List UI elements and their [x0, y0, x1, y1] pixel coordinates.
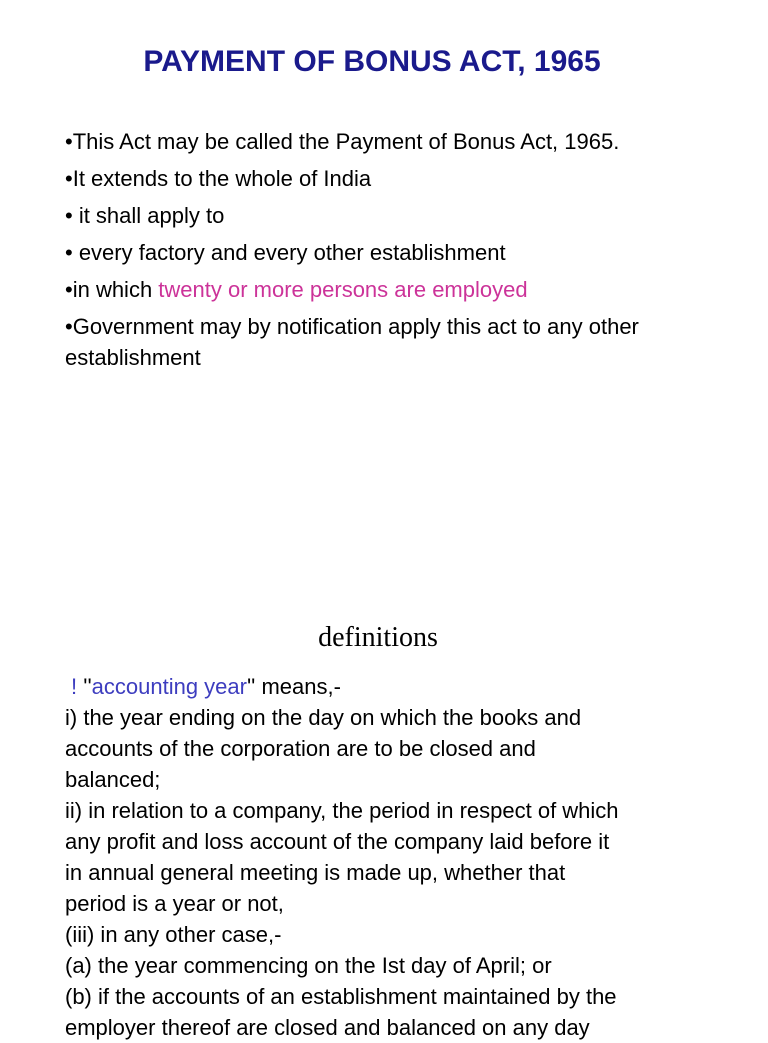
section-heading: definitions — [318, 622, 438, 653]
definition-line: ii) in relation to a company, the period in respect of which — [65, 798, 619, 823]
highlighted-text: twenty or more persons are employed — [158, 277, 528, 302]
definition-term-rest: '' means,- — [246, 674, 341, 699]
bullet-item: • it shall apply to — [65, 203, 225, 228]
definition-line: employer thereof are closed and balanced on any day — [65, 1015, 590, 1040]
bullet-item: • every factory and every other establishment — [65, 240, 506, 265]
definition-line: (a) the year commencing on the Ist day of April; or — [65, 953, 552, 978]
definition-line: i) the year ending on the day on which the books and — [65, 705, 582, 730]
bullet-item — [65, 274, 725, 305]
bullet-item: •This Act may be called the Payment of Bonus Act, 1965. — [65, 129, 620, 154]
definition-line: balanced; — [65, 767, 161, 792]
open-quote: '' — [77, 674, 92, 699]
bullet-item: •It extends to the whole of India — [65, 166, 372, 191]
bullet-item: •Government may by notification apply this act to any other establishment — [65, 314, 639, 370]
definition-line: (iii) in any other case,- — [65, 922, 282, 947]
definition-block — [65, 671, 745, 1043]
definition-line: accounts of the corporation are to be closed and — [65, 736, 536, 761]
definition-line: in annual general meeting is made up, whether that — [65, 860, 566, 885]
definition-line: (b) if the accounts of an establishment maintained by the — [65, 984, 617, 1009]
bullet-mark: ! — [71, 674, 78, 699]
definition-term-line — [65, 671, 745, 702]
bullet-list — [65, 126, 725, 379]
definition-line: any profit and loss account of the company laid before it — [65, 829, 610, 854]
page-title: PAYMENT OF BONUS ACT, 1965 — [143, 45, 601, 78]
definition-term: accounting year — [91, 674, 247, 699]
definition-line: period is a year or not, — [65, 891, 284, 916]
bullet-prefix: •in which — [65, 277, 159, 302]
